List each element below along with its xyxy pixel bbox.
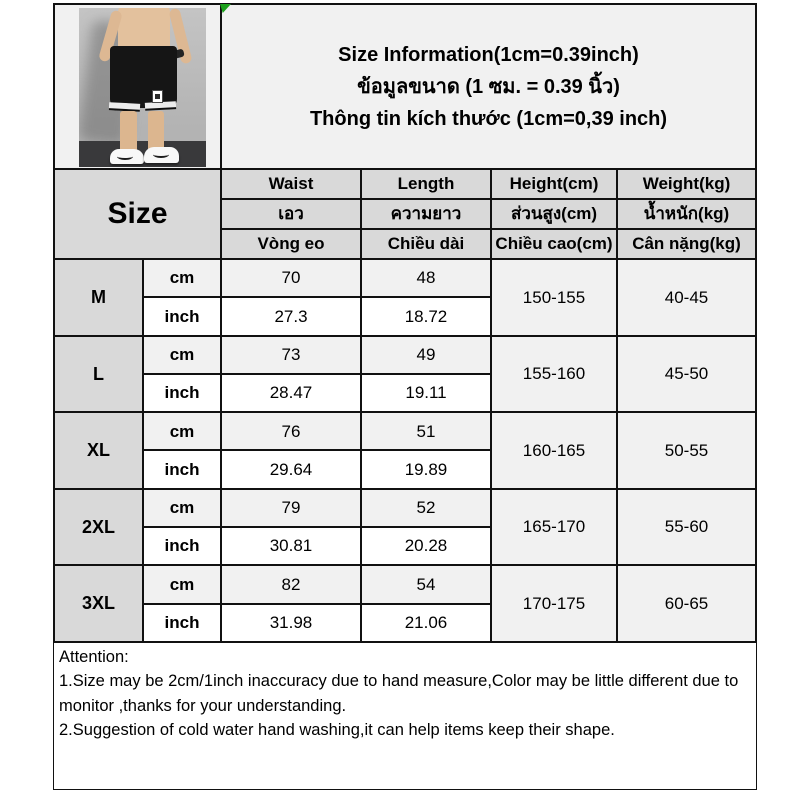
cell-3xl-waist-cm: 82 [221, 565, 361, 603]
col-header-height-th: ส่วนสูง(cm) [491, 199, 617, 229]
cell-xl-height: 160-165 [491, 412, 617, 489]
attention-note-2: 2.Suggestion of cold water hand washing,it can help items keep their shape. [59, 721, 615, 740]
cell-xl-weight: 50-55 [617, 412, 756, 489]
black-shorts [110, 46, 177, 108]
left-sneaker-swoosh-icon [117, 153, 133, 160]
unit-inch-m: inch [143, 297, 221, 335]
cell-l-length-inch: 19.11 [361, 374, 491, 412]
title-english: Size Information(1cm=0.39inch) [338, 43, 639, 66]
unit-inch-l: inch [143, 374, 221, 412]
title-thai: ข้อมูลขนาด (1 ซม. = 0.39 นิ้ว) [357, 75, 620, 98]
unit-inch-2xl: inch [143, 527, 221, 565]
size-label-xl: XL [54, 412, 143, 489]
col-header-waist-th: เอว [221, 199, 361, 229]
cell-m-weight: 40-45 [617, 259, 756, 336]
unit-cm-l: cm [143, 336, 221, 374]
cell-m-height: 150-155 [491, 259, 617, 336]
size-label-m: M [54, 259, 143, 336]
col-header-length-th: ความยาว [361, 199, 491, 229]
cell-3xl-weight: 60-65 [617, 565, 756, 642]
col-header-weight-vi: Cân nặng(kg) [617, 229, 756, 259]
size-label-3xl: 3XL [54, 565, 143, 642]
shorts-brand-patch [152, 90, 163, 103]
cell-3xl-length-inch: 21.06 [361, 604, 491, 642]
unit-inch-3xl: inch [143, 604, 221, 642]
cell-l-length-cm: 49 [361, 336, 491, 374]
cell-l-waist-cm: 73 [221, 336, 361, 374]
cell-xl-length-inch: 19.89 [361, 450, 491, 488]
cell-m-waist-inch: 27.3 [221, 297, 361, 335]
cell-m-length-inch: 18.72 [361, 297, 491, 335]
product-photo-cell [54, 4, 221, 169]
cell-xl-length-cm: 51 [361, 412, 491, 450]
size-table [53, 3, 757, 643]
size-label-2xl: 2XL [54, 489, 143, 566]
cell-l-height: 155-160 [491, 336, 617, 413]
unit-cm-2xl: cm [143, 489, 221, 527]
attention-notes [53, 642, 757, 790]
cell-l-weight: 45-50 [617, 336, 756, 413]
col-header-length-en: Length [361, 169, 491, 199]
unit-inch-xl: inch [143, 450, 221, 488]
model-torso [118, 8, 170, 50]
size-label-l: L [54, 336, 143, 413]
cell-2xl-weight: 55-60 [617, 489, 756, 566]
cell-xl-waist-inch: 29.64 [221, 450, 361, 488]
cell-l-waist-inch: 28.47 [221, 374, 361, 412]
unit-cm-xl: cm [143, 412, 221, 450]
unit-cm-3xl: cm [143, 565, 221, 603]
col-header-waist-en: Waist [221, 169, 361, 199]
unit-cm-m: cm [143, 259, 221, 297]
cell-m-length-cm: 48 [361, 259, 491, 297]
cell-2xl-height: 165-170 [491, 489, 617, 566]
attention-note-1: 1.Size may be 2cm/1inch inaccuracy due to hand measure,Color may be little different due to monitor ,thanks for your understanding. [59, 672, 739, 715]
cell-3xl-waist-inch: 31.98 [221, 604, 361, 642]
col-header-weight-th: น้ำหนัก(kg) [617, 199, 756, 229]
col-header-height-vi: Chiều cao(cm) [491, 229, 617, 259]
col-header-length-vi: Chiều dài [361, 229, 491, 259]
col-header-weight-en: Weight(kg) [617, 169, 756, 199]
size-chart-content [53, 3, 757, 790]
size-header: Size [54, 169, 221, 259]
right-sneaker-swoosh-icon [153, 151, 169, 158]
cell-3xl-height: 170-175 [491, 565, 617, 642]
cell-3xl-length-cm: 54 [361, 565, 491, 603]
title-vietnamese: Thông tin kích thước (1cm=0,39 inch) [309, 107, 668, 130]
cell-2xl-length-inch: 20.28 [361, 527, 491, 565]
title-cell [221, 4, 756, 169]
cell-2xl-waist-cm: 79 [221, 489, 361, 527]
attention-heading: Attention: [59, 647, 129, 666]
cell-2xl-length-cm: 52 [361, 489, 491, 527]
cell-2xl-waist-inch: 30.81 [221, 527, 361, 565]
cell-xl-waist-cm: 76 [221, 412, 361, 450]
col-header-height-en: Height(cm) [491, 169, 617, 199]
col-header-waist-vi: Vòng eo [221, 229, 361, 259]
product-photo [79, 8, 206, 167]
cell-m-waist-cm: 70 [221, 259, 361, 297]
